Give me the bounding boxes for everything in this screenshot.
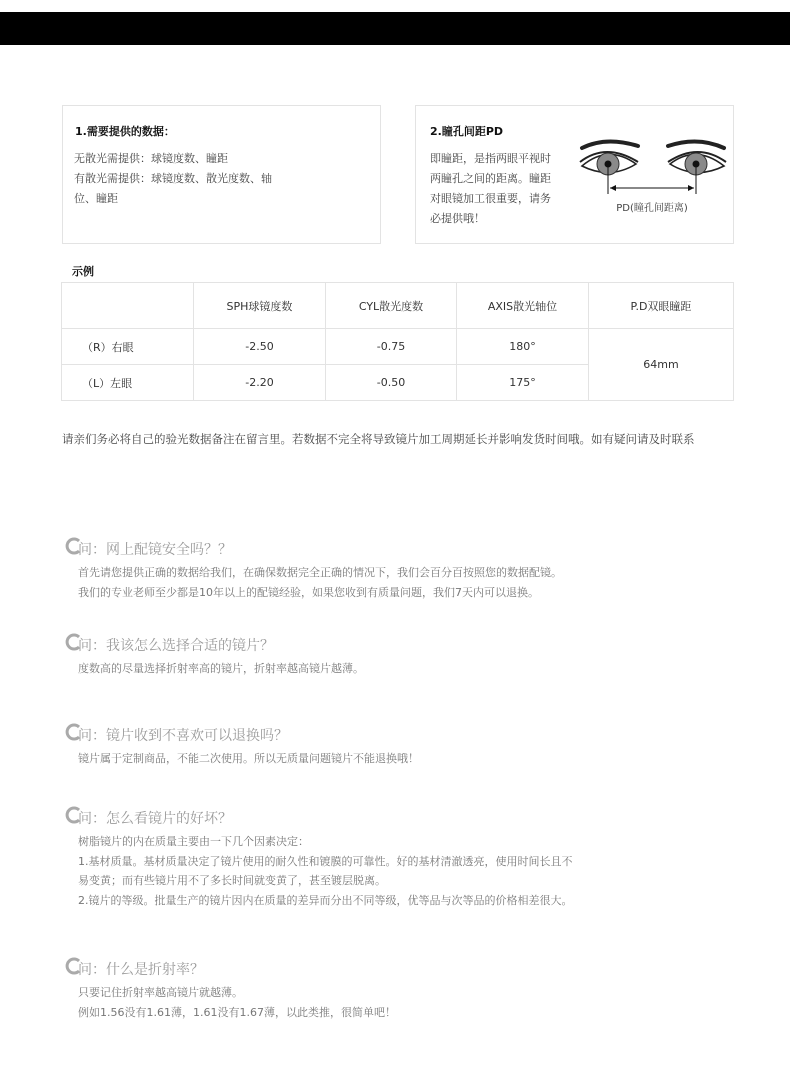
table-header-cell: SPH球镜度数	[194, 283, 326, 329]
table-header-cell: AXIS散光轴位	[457, 283, 589, 329]
pupil-distance-panel	[415, 105, 734, 244]
faq-answer-line: 我们的专业老师至少都是10年以上的配镜经验，如果您收到有质量问题，我们7天内可以退换。	[78, 585, 539, 599]
faq-prefix: 问：	[78, 542, 106, 558]
faq-answer-line: 2.镜片的等级。批量生产的镜片因内在质量的差异而分出不同等级，优等品与次等品的价格相差很大。	[78, 893, 573, 907]
faq-prefix: 问：	[78, 811, 106, 827]
faq-item	[64, 722, 664, 769]
faq-item	[64, 956, 664, 1022]
cyl-cell: -0.50	[326, 365, 457, 401]
faq-answer-line: 例如1.56没有1.61薄，1.61没有1.67薄，以此类推，很简单吧！	[78, 1005, 396, 1019]
required-data-line: 有散光需提供：球镜度数、散光度数、轴	[74, 172, 272, 185]
notice-text: 请亲们务必将自己的验光数据备注在留言里。若数据不完全将导致镜片加工周期延长并影响发货时间哦。如有疑问请及时联系	[62, 432, 695, 446]
faq-prefix: 问：	[78, 638, 106, 654]
eyes-diagram	[576, 136, 728, 216]
table-header-row	[62, 283, 734, 329]
top-banner	[0, 12, 790, 45]
eyes-icon	[576, 136, 728, 198]
faq-answer-line: 1.基材质量。基材质量决定了镜片使用的耐久性和镀膜的可靠性。好的基材清澈透亮，使用时间长且不	[78, 854, 573, 868]
faq-answer-line: 易变黄；而有些镜片用不了多长时间就变黄了，甚至镀层脱离。	[78, 874, 386, 887]
pupil-distance-line: 必提供哦！	[430, 212, 485, 225]
eye-cell: （R）右眼	[62, 329, 194, 365]
table-row	[62, 329, 734, 365]
required-data-title: 1.需要提供的数据：	[75, 125, 175, 138]
faq-question: 镜片收到不喜欢可以退换吗？	[106, 728, 288, 744]
table-header-cell	[62, 283, 194, 329]
faq-answer-line: 度数高的尽量选择折射率高的镜片，折射率越高镜片越薄。	[78, 662, 364, 675]
faq-question: 怎么看镜片的好坏？	[106, 811, 232, 827]
pd-diagram-label: PD(瞳孔间距离)	[616, 203, 688, 214]
pupil-distance-title: 2.瞳孔间距PD	[430, 125, 504, 138]
cyl-cell: -0.75	[326, 329, 457, 365]
table-header-cell: P.D双眼瞳距	[589, 283, 734, 329]
example-label: 示例	[72, 265, 94, 278]
pupil-distance-line: 对眼镜加工很重要，请务	[430, 192, 551, 205]
sph-cell: -2.20	[194, 365, 326, 401]
required-data-text	[74, 149, 306, 209]
faq-question: 什么是折射率？	[106, 962, 204, 978]
faq-prefix: 问：	[78, 728, 106, 744]
faq-answer-line: 首先请您提供正确的数据给我们，在确保数据完全正确的情况下，我们会百分百按照您的数据配镜。	[78, 566, 562, 579]
eye-cell: （L）左眼	[62, 365, 194, 401]
required-data-panel	[62, 105, 381, 244]
prescription-table	[61, 282, 734, 401]
faq-question: 我该怎么选择合适的镜片？	[106, 638, 274, 654]
pupil-distance-text	[430, 149, 570, 229]
table-header-cell: CYL散光度数	[326, 283, 457, 329]
faq-prefix: 问：	[78, 962, 106, 978]
sph-cell: -2.50	[194, 329, 326, 365]
faq-answer-line: 只要记住折射率越高镜片就越薄。	[78, 986, 243, 999]
faq-question: 网上配镜安全吗？？	[106, 542, 232, 558]
faq-item	[64, 536, 664, 602]
faq-answer-line: 镜片属于定制商品，不能二次使用。所以无质量问题镜片不能退换哦！	[78, 752, 419, 765]
axis-cell: 175°	[457, 365, 589, 401]
faq-item	[64, 805, 664, 910]
axis-cell: 180°	[457, 329, 589, 365]
pupil-distance-line: 即瞳距，是指两眼平视时	[430, 152, 551, 165]
faq-answer-line: 树脂镜片的内在质量主要由一下几个因素决定：	[78, 835, 309, 848]
required-data-line: 位、瞳距	[74, 192, 118, 205]
pd-cell: 64mm	[589, 329, 734, 401]
required-data-line: 无散光需提供：球镜度数、瞳距	[74, 152, 228, 165]
pupil-distance-line: 两瞳孔之间的距离。瞳距	[430, 172, 551, 185]
faq-item	[64, 632, 664, 679]
